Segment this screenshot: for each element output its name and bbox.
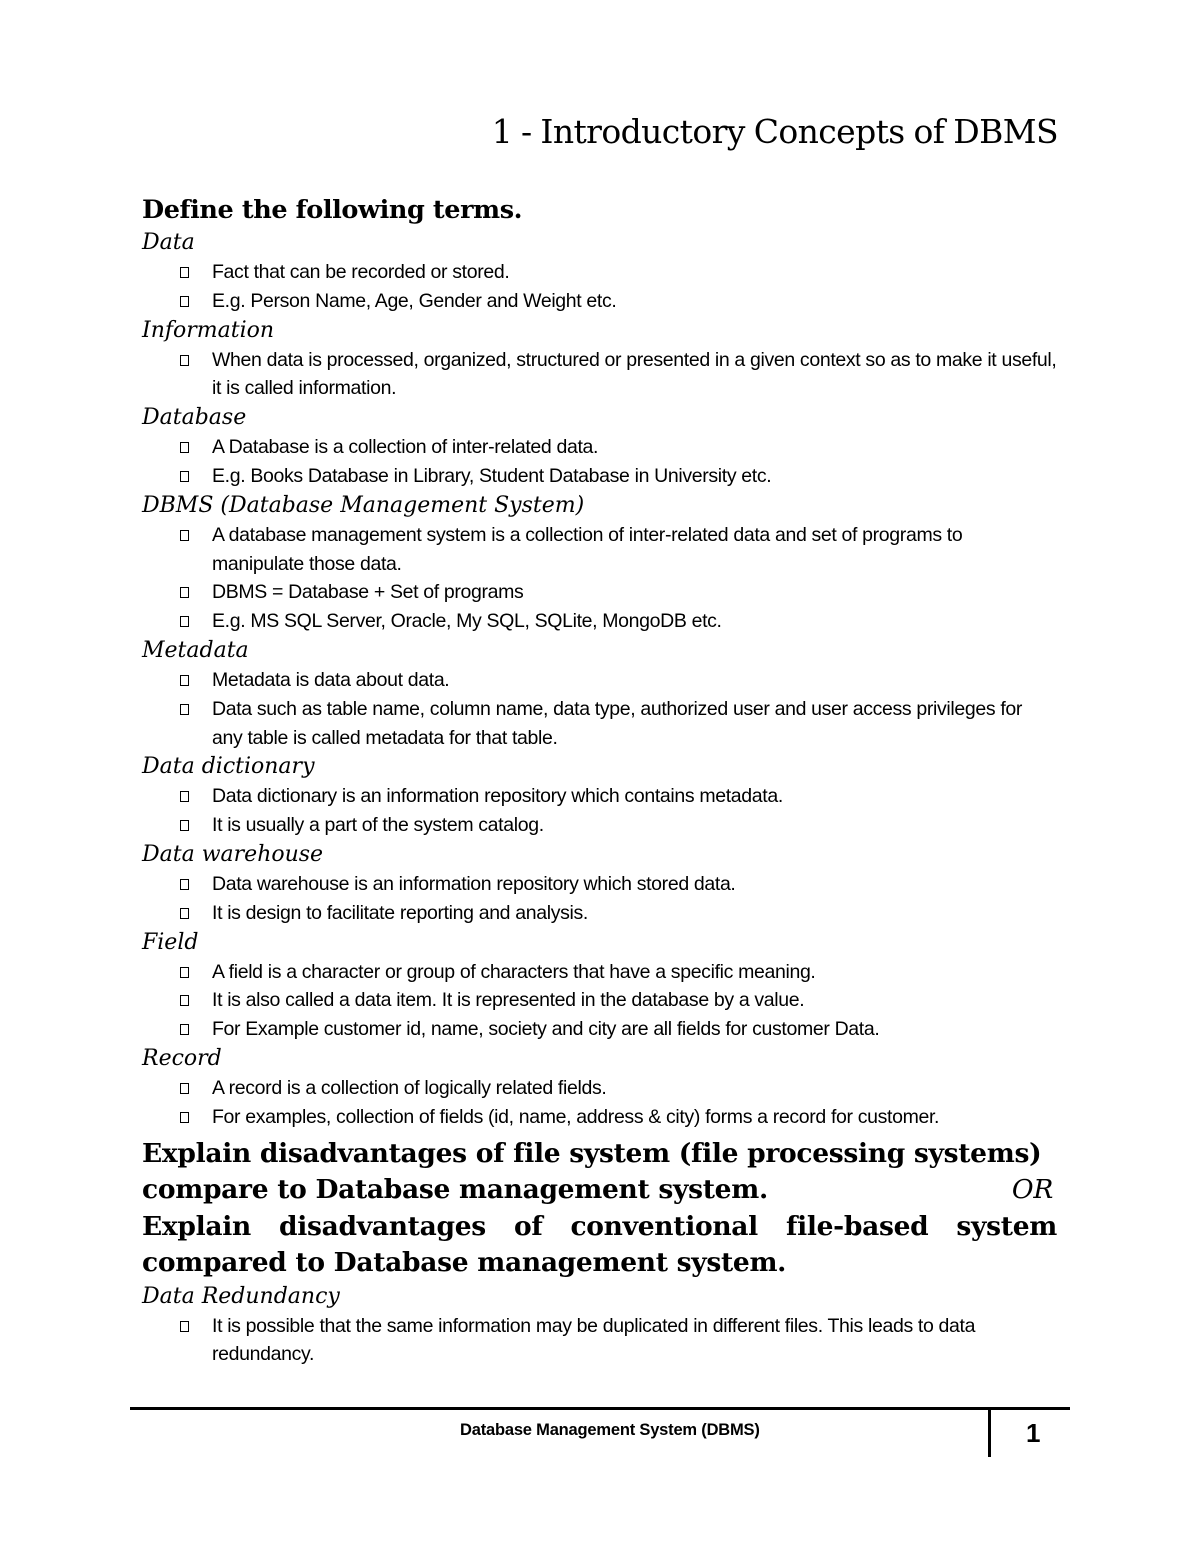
bullet-item bbox=[142, 1074, 1057, 1103]
bullet-box-icon bbox=[180, 1024, 189, 1035]
bullet-text: E.g. Person Name, Age, Gender and Weight etc. bbox=[212, 289, 617, 312]
bullet-text: E.g. Books Database in Library, Student Database in University etc. bbox=[212, 464, 772, 487]
bullet-text: A field is a character or group of characters that have a specific meaning. bbox=[212, 960, 816, 983]
question-word: of bbox=[513, 1210, 543, 1242]
bullet-item bbox=[142, 958, 1057, 987]
bullet-text: It is also called a data item. It is represented in the database by a value. bbox=[212, 989, 805, 1012]
term-heading: Data dictionary bbox=[142, 754, 315, 780]
term-bullet-list bbox=[142, 958, 1057, 1044]
term-bullet-list bbox=[142, 521, 1057, 636]
bullet-box-icon bbox=[180, 879, 189, 890]
question-line-3 bbox=[142, 1209, 1057, 1246]
bullet-text: It is design to facilitate reporting and analysis. bbox=[212, 901, 588, 924]
bullet-item bbox=[142, 811, 1057, 840]
bullet-item bbox=[142, 870, 1057, 899]
bullet-box-icon bbox=[180, 616, 189, 627]
bullet-box-icon bbox=[180, 704, 189, 715]
bullet-item bbox=[142, 521, 1057, 579]
bullet-item bbox=[142, 899, 1057, 928]
bullet-box-icon bbox=[180, 820, 189, 831]
bullet-item bbox=[142, 986, 1057, 1015]
bullet-text: Data such as table name, column name, data type, authorized user and user access privileges for any table is called metadata for that table. bbox=[212, 697, 1023, 749]
term-heading: DBMS (Database Management System) bbox=[142, 492, 585, 518]
bullet-text: For examples, collection of fields (id, name, address & city) forms a record for customer. bbox=[212, 1105, 940, 1128]
bullet-text: Data warehouse is an information repository which stored data. bbox=[212, 872, 736, 895]
bullet-box-icon bbox=[180, 1321, 189, 1332]
question-line-2-text: compare to Database management system. bbox=[142, 1174, 768, 1206]
bullet-item bbox=[142, 258, 1057, 287]
question-word: file-based bbox=[785, 1210, 929, 1242]
bullet-box-icon bbox=[180, 1112, 189, 1123]
bullet-item bbox=[142, 1312, 1057, 1370]
term-heading: Database bbox=[142, 405, 247, 431]
term-bullet-list bbox=[142, 666, 1057, 752]
bullet-item bbox=[142, 578, 1057, 607]
bullet-box-icon bbox=[180, 675, 189, 686]
bullet-text: It is usually a part of the system catalog. bbox=[212, 814, 544, 837]
term-heading: Metadata bbox=[142, 637, 249, 663]
bullet-box-icon bbox=[180, 967, 189, 978]
bullet-text: A record is a collection of logically related fields. bbox=[212, 1076, 607, 1099]
bullet-text: A database management system is a collection of inter-related data and set of programs to manipulate those data. bbox=[212, 523, 963, 575]
bullet-box-icon bbox=[180, 791, 189, 802]
answer-terms-list bbox=[142, 1282, 1057, 1370]
bullet-text: DBMS = Database + Set of programs bbox=[212, 581, 524, 604]
bullet-item bbox=[142, 695, 1057, 753]
bullet-item bbox=[142, 607, 1057, 636]
question-word: conventional bbox=[570, 1210, 758, 1242]
bullet-item bbox=[142, 782, 1057, 811]
term-heading: Data Redundancy bbox=[142, 1283, 340, 1309]
question-word: disadvantages bbox=[279, 1210, 486, 1242]
bullet-box-icon bbox=[180, 995, 189, 1006]
bullet-text: A Database is a collection of inter-related data. bbox=[212, 436, 599, 459]
section-heading: Define the following terms. bbox=[142, 195, 523, 225]
term-heading: Field bbox=[142, 929, 199, 955]
question-word: system bbox=[956, 1210, 1057, 1242]
bullet-text: Metadata is data about data. bbox=[212, 668, 450, 691]
chapter-title: 1 - Introductory Concepts of DBMS bbox=[491, 112, 1058, 151]
bullet-box-icon bbox=[180, 442, 189, 453]
question-line-4: compared to Database management system. bbox=[142, 1247, 787, 1279]
bullet-item bbox=[142, 287, 1057, 316]
term-bullet-list bbox=[142, 1312, 1057, 1370]
bullet-item bbox=[142, 1103, 1057, 1132]
page-number: 1 bbox=[1026, 1418, 1041, 1448]
bullet-item bbox=[142, 433, 1057, 462]
term-heading: Data bbox=[142, 230, 195, 255]
bullet-text: It is possible that the same information may be duplicated in different files. This leads to data redundancy. bbox=[212, 1314, 976, 1366]
term-bullet-list bbox=[142, 433, 1057, 491]
bullet-box-icon bbox=[180, 355, 189, 366]
bullet-text: Data dictionary is an information repository which contains metadata. bbox=[212, 785, 783, 808]
term-heading: Record bbox=[142, 1045, 222, 1071]
bullet-item bbox=[142, 1015, 1057, 1044]
bullet-box-icon bbox=[180, 471, 189, 482]
question-line-1: Explain disadvantages of file system (file processing systems) bbox=[142, 1137, 1042, 1169]
bullet-text: For Example customer id, name, society and city are all fields for customer Data. bbox=[212, 1018, 880, 1041]
footer-title: Database Management System (DBMS) bbox=[460, 1421, 760, 1439]
term-heading: Data warehouse bbox=[142, 841, 324, 867]
term-bullet-list bbox=[142, 782, 1057, 840]
bullet-box-icon bbox=[180, 908, 189, 919]
question-heading bbox=[142, 1136, 1057, 1282]
question-word: Explain bbox=[142, 1210, 251, 1242]
bullet-text: E.g. MS SQL Server, Oracle, My SQL, SQLite, MongoDB etc. bbox=[212, 610, 722, 633]
footer-separator bbox=[988, 1409, 991, 1457]
bullet-box-icon bbox=[180, 587, 189, 598]
bullet-box-icon bbox=[180, 267, 189, 278]
term-bullet-list bbox=[142, 346, 1057, 404]
question-line-2 bbox=[142, 1172, 1057, 1209]
bullet-text: Fact that can be recorded or stored. bbox=[212, 261, 510, 283]
term-heading: Information bbox=[142, 317, 275, 343]
page-content bbox=[142, 192, 1057, 1369]
term-bullet-list bbox=[142, 1074, 1057, 1132]
bullet-item bbox=[142, 462, 1057, 491]
or-label: OR bbox=[1011, 1174, 1053, 1206]
bullet-box-icon bbox=[180, 296, 189, 307]
bullet-text: When data is processed, organized, structured or presented in a given context so as to make it useful, it is called information. bbox=[212, 348, 1057, 400]
footer-rule bbox=[130, 1407, 1070, 1410]
bullet-item bbox=[142, 346, 1057, 404]
terms-list bbox=[142, 228, 1057, 1132]
bullet-box-icon bbox=[180, 530, 189, 541]
bullet-box-icon bbox=[180, 1083, 189, 1094]
term-bullet-list bbox=[142, 258, 1057, 316]
bullet-item bbox=[142, 666, 1057, 695]
term-bullet-list bbox=[142, 870, 1057, 928]
